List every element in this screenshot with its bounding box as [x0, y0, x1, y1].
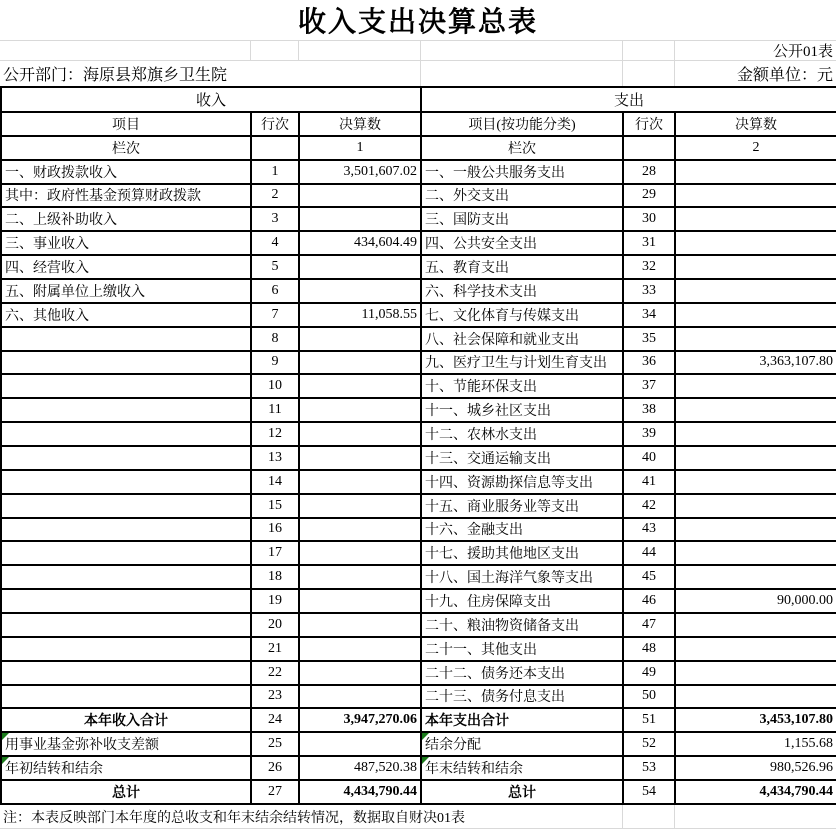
- cell-income-line-number[interactable]: 17: [251, 541, 299, 565]
- footer-note-text: 注：本表反映部门本年度的总收支和年末结余结转情况，数据取自财决01表: [3, 810, 465, 826]
- cell-expense-amount[interactable]: [675, 565, 836, 589]
- table-row: [1, 255, 836, 279]
- cell-income-amount[interactable]: [299, 541, 421, 565]
- cell-expense-line-number[interactable]: 50: [623, 685, 675, 709]
- cell-expense-amount[interactable]: [675, 685, 836, 709]
- cell-income-amount[interactable]: [299, 351, 421, 375]
- cell-expense-amount[interactable]: [675, 374, 836, 398]
- cell-expense-line-number[interactable]: 42: [623, 494, 675, 518]
- cell-expense-item[interactable]: 十九、住房保障支出: [421, 589, 623, 613]
- cell-expense-item[interactable]: 二十一、其他支出: [421, 637, 623, 661]
- cell-income-line-number[interactable]: 22: [251, 661, 299, 685]
- cell-income-amount[interactable]: [299, 422, 421, 446]
- cell-income-amount[interactable]: 3,501,607.02: [299, 160, 421, 184]
- table-row: [1, 374, 836, 398]
- cell-expense-item[interactable]: 十五、商业服务业等支出: [421, 494, 623, 518]
- index-expense-value[interactable]: 2: [675, 136, 836, 160]
- cell-expense-amount[interactable]: [675, 184, 836, 208]
- cell-expense-amount[interactable]: [675, 303, 836, 327]
- cell-expense-line-number[interactable]: 41: [623, 470, 675, 494]
- table-row: [1, 398, 836, 422]
- cell-expense-amount[interactable]: [675, 207, 836, 231]
- cell-income-item[interactable]: [1, 470, 251, 494]
- form-code-label: 公开01表: [772, 43, 833, 60]
- cell-expense-item[interactable]: 十八、国土海洋气象等支出: [421, 565, 623, 589]
- section-header-expense[interactable]: 支出: [421, 87, 836, 112]
- meta-row-department: [0, 60, 836, 86]
- cell-income-amount[interactable]: [299, 732, 421, 756]
- header-income-amount[interactable]: 决算数: [299, 112, 421, 136]
- cell-income-item[interactable]: 总计: [1, 780, 251, 804]
- table-row: [1, 541, 836, 565]
- report-title: 收入支出决算总表: [297, 7, 538, 38]
- cell-income-item[interactable]: [1, 327, 251, 351]
- table-row: [1, 327, 836, 351]
- cell-expense-line-number[interactable]: 54: [623, 780, 675, 804]
- cell-income-line-number[interactable]: 6: [251, 279, 299, 303]
- budget-table: [0, 86, 836, 805]
- section-header-row: [1, 87, 836, 112]
- header-income-item[interactable]: 项目: [1, 112, 251, 136]
- table-row: [1, 637, 836, 661]
- cell-expense-amount[interactable]: [675, 494, 836, 518]
- table-row: [1, 661, 836, 685]
- cell-expense-line-number[interactable]: 37: [623, 374, 675, 398]
- cell-expense-item[interactable]: 五、教育支出: [421, 255, 623, 279]
- cell-income-line-number[interactable]: 1: [251, 160, 299, 184]
- gridline: [0, 40, 836, 41]
- cell-expense-line-number[interactable]: 47: [623, 613, 675, 637]
- table-row: [1, 446, 836, 470]
- cell-income-line-number[interactable]: 19: [251, 589, 299, 613]
- cell-expense-amount[interactable]: [675, 231, 836, 255]
- cell-expense-line-number[interactable]: 35: [623, 327, 675, 351]
- cell-expense-line-number[interactable]: 28: [623, 160, 675, 184]
- cell-income-line-number[interactable]: 9: [251, 351, 299, 375]
- cell-expense-line-number[interactable]: 49: [623, 661, 675, 685]
- cell-income-amount[interactable]: 4,434,790.44: [299, 780, 421, 804]
- cell-expense-amount[interactable]: 3,363,107.80: [675, 351, 836, 375]
- cell-income-line-number[interactable]: 18: [251, 565, 299, 589]
- cell-income-item[interactable]: 年初结转和结余: [1, 756, 251, 780]
- column-header-row: [1, 112, 836, 136]
- index-income-label[interactable]: 栏次: [1, 136, 251, 160]
- cell-income-line-number[interactable]: 7: [251, 303, 299, 327]
- cell-expense-item[interactable]: 七、文化体育与传媒支出: [421, 303, 623, 327]
- index-income-value[interactable]: 1: [299, 136, 421, 160]
- cell-income-line-number[interactable]: 21: [251, 637, 299, 661]
- cell-expense-line-number[interactable]: 52: [623, 732, 675, 756]
- cell-expense-item[interactable]: 二十三、债务付息支出: [421, 685, 623, 709]
- cell-income-item[interactable]: 用事业基金弥补收支差额: [1, 732, 251, 756]
- section-header-income[interactable]: 收入: [1, 87, 421, 112]
- cell-income-line-number[interactable]: 12: [251, 422, 299, 446]
- cell-expense-line-number[interactable]: 32: [623, 255, 675, 279]
- cell-income-item[interactable]: 二、上级补助收入: [1, 207, 251, 231]
- cell-expense-line-number[interactable]: 53: [623, 756, 675, 780]
- cell-expense-item[interactable]: 十二、农林水支出: [421, 422, 623, 446]
- table-row: [1, 207, 836, 231]
- cell-expense-line-number[interactable]: 36: [623, 351, 675, 375]
- cell-income-item[interactable]: 其中：政府性基金预算财政拨款: [1, 184, 251, 208]
- cell-income-amount[interactable]: [299, 685, 421, 709]
- table-row: [1, 231, 836, 255]
- cell-expense-item[interactable]: 年末结转和结余: [421, 756, 623, 780]
- cell-income-item[interactable]: [1, 351, 251, 375]
- cell-income-amount[interactable]: [299, 613, 421, 637]
- cell-expense-amount[interactable]: [675, 541, 836, 565]
- cell-expense-item[interactable]: 十一、城乡社区支出: [421, 398, 623, 422]
- table-row: [1, 613, 836, 637]
- cell-income-amount[interactable]: [299, 589, 421, 613]
- cell-expense-item[interactable]: 十、节能环保支出: [421, 374, 623, 398]
- cell-income-line-number[interactable]: 5: [251, 255, 299, 279]
- cell-expense-item[interactable]: 四、公共安全支出: [421, 231, 623, 255]
- unit-label: 金额单位：元: [736, 66, 833, 84]
- table-row: [1, 494, 836, 518]
- cell-expense-line-number[interactable]: 40: [623, 446, 675, 470]
- cell-expense-item[interactable]: 二十、粮油物资储备支出: [421, 613, 623, 637]
- cell-expense-line-number[interactable]: 46: [623, 589, 675, 613]
- cell-expense-line-number[interactable]: 30: [623, 207, 675, 231]
- cell-income-item[interactable]: [1, 565, 251, 589]
- cell-income-amount[interactable]: [299, 398, 421, 422]
- index-expense-label[interactable]: 栏次: [421, 136, 623, 160]
- header-income-line[interactable]: 行次: [251, 112, 299, 136]
- cell-income-amount[interactable]: [299, 661, 421, 685]
- cell-expense-amount[interactable]: [675, 398, 836, 422]
- index-income-line[interactable]: [251, 136, 299, 160]
- cell-income-line-number[interactable]: 10: [251, 374, 299, 398]
- column-index-row: [1, 136, 836, 160]
- cell-expense-amount[interactable]: [675, 446, 836, 470]
- table-row: [1, 470, 836, 494]
- cell-income-line-number[interactable]: 25: [251, 732, 299, 756]
- cell-expense-amount[interactable]: 90,000.00: [675, 589, 836, 613]
- cell-expense-item[interactable]: 十七、援助其他地区支出: [421, 541, 623, 565]
- cell-expense-amount[interactable]: 4,434,790.44: [675, 780, 836, 804]
- cell-income-item[interactable]: 四、经营收入: [1, 255, 251, 279]
- cell-expense-amount[interactable]: 980,526.96: [675, 756, 836, 780]
- cell-income-line-number[interactable]: 2: [251, 184, 299, 208]
- table-row: [1, 780, 836, 804]
- cell-expense-amount[interactable]: [675, 661, 836, 685]
- table-row: [1, 685, 836, 709]
- cell-income-item[interactable]: 一、财政拨款收入: [1, 160, 251, 184]
- cell-expense-amount[interactable]: [675, 518, 836, 542]
- cell-income-line-number[interactable]: 20: [251, 613, 299, 637]
- cell-income-amount[interactable]: [299, 637, 421, 661]
- cell-income-item[interactable]: [1, 661, 251, 685]
- cell-expense-line-number[interactable]: 34: [623, 303, 675, 327]
- cell-expense-line-number[interactable]: 39: [623, 422, 675, 446]
- cell-income-line-number[interactable]: 14: [251, 470, 299, 494]
- cell-income-line-number[interactable]: 23: [251, 685, 299, 709]
- cell-income-amount[interactable]: [299, 446, 421, 470]
- index-expense-line[interactable]: [623, 136, 675, 160]
- cell-expense-line-number[interactable]: 31: [623, 231, 675, 255]
- cell-income-line-number[interactable]: 27: [251, 780, 299, 804]
- cell-expense-item[interactable]: 结余分配: [421, 732, 623, 756]
- header-expense-item[interactable]: 项目(按功能分类): [421, 112, 623, 136]
- cell-expense-item[interactable]: 十六、金融支出: [421, 518, 623, 542]
- table-row: [1, 160, 836, 184]
- gridline: [674, 40, 675, 86]
- cell-expense-line-number[interactable]: 45: [623, 565, 675, 589]
- cell-income-amount[interactable]: [299, 374, 421, 398]
- cell-income-item[interactable]: [1, 446, 251, 470]
- cell-income-line-number[interactable]: 13: [251, 446, 299, 470]
- cell-income-amount[interactable]: 487,520.38: [299, 756, 421, 780]
- cell-expense-item[interactable]: 本年支出合计: [421, 708, 623, 732]
- cell-expense-amount[interactable]: [675, 470, 836, 494]
- cell-income-amount[interactable]: [299, 518, 421, 542]
- cell-income-line-number[interactable]: 11: [251, 398, 299, 422]
- cell-income-amount[interactable]: [299, 184, 421, 208]
- cell-expense-item[interactable]: 六、科学技术支出: [421, 279, 623, 303]
- cell-expense-line-number[interactable]: 38: [623, 398, 675, 422]
- cell-income-line-number[interactable]: 16: [251, 518, 299, 542]
- cell-income-item[interactable]: [1, 422, 251, 446]
- department-label: 公开部门：海原县郑旗乡卫生院: [3, 66, 228, 84]
- cell-expense-amount[interactable]: [675, 422, 836, 446]
- cell-expense-amount[interactable]: 3,453,107.80: [675, 708, 836, 732]
- cell-expense-amount[interactable]: [675, 637, 836, 661]
- cell-expense-line-number[interactable]: 33: [623, 279, 675, 303]
- cell-income-item[interactable]: [1, 494, 251, 518]
- cell-income-amount[interactable]: [299, 279, 421, 303]
- cell-expense-amount[interactable]: [675, 327, 836, 351]
- table-row: [1, 732, 836, 756]
- cell-expense-amount[interactable]: [675, 613, 836, 637]
- table-row: [1, 184, 836, 208]
- table-row: [1, 589, 836, 613]
- cell-income-amount[interactable]: [299, 470, 421, 494]
- table-row: [1, 518, 836, 542]
- cell-expense-amount[interactable]: [675, 279, 836, 303]
- cell-income-amount[interactable]: 11,058.55: [299, 303, 421, 327]
- cell-income-item[interactable]: [1, 589, 251, 613]
- gridline: [298, 40, 299, 60]
- cell-income-item[interactable]: [1, 613, 251, 637]
- cell-expense-amount[interactable]: [675, 255, 836, 279]
- cell-income-item[interactable]: [1, 541, 251, 565]
- gridline: [0, 60, 836, 61]
- cell-income-item[interactable]: [1, 685, 251, 709]
- table-row: [1, 708, 836, 732]
- cell-income-amount[interactable]: 434,604.49: [299, 231, 421, 255]
- cell-income-item[interactable]: [1, 398, 251, 422]
- green-triangle-icon: [2, 733, 9, 740]
- cell-expense-line-number[interactable]: 44: [623, 541, 675, 565]
- cell-expense-line-number[interactable]: 29: [623, 184, 675, 208]
- table-row: [1, 756, 836, 780]
- cell-income-line-number[interactable]: 24: [251, 708, 299, 732]
- green-triangle-icon: [422, 733, 429, 740]
- cell-expense-item[interactable]: 三、国防支出: [421, 207, 623, 231]
- gridline: [420, 40, 421, 86]
- green-triangle-icon: [2, 757, 9, 764]
- cell-expense-item[interactable]: 九、医疗卫生与计划生育支出: [421, 351, 623, 375]
- table-row: [1, 422, 836, 446]
- cell-income-amount[interactable]: 3,947,270.06: [299, 708, 421, 732]
- cell-income-item[interactable]: [1, 637, 251, 661]
- cell-income-item[interactable]: 五、附属单位上缴收入: [1, 279, 251, 303]
- cell-expense-line-number[interactable]: 43: [623, 518, 675, 542]
- table-row: [1, 565, 836, 589]
- cell-income-item[interactable]: 六、其他收入: [1, 303, 251, 327]
- cell-income-item[interactable]: [1, 374, 251, 398]
- header-expense-amount[interactable]: 决算数: [675, 112, 836, 136]
- cell-income-amount[interactable]: [299, 565, 421, 589]
- cell-income-line-number[interactable]: 26: [251, 756, 299, 780]
- cell-income-amount[interactable]: [299, 255, 421, 279]
- cell-expense-item[interactable]: 总计: [421, 780, 623, 804]
- cell-income-amount[interactable]: [299, 327, 421, 351]
- cell-expense-item[interactable]: 十三、交通运输支出: [421, 446, 623, 470]
- cell-expense-item[interactable]: 二十二、债务还本支出: [421, 661, 623, 685]
- cell-expense-amount[interactable]: [675, 160, 836, 184]
- cell-income-line-number[interactable]: 8: [251, 327, 299, 351]
- cell-income-item[interactable]: 本年收入合计: [1, 708, 251, 732]
- cell-expense-line-number[interactable]: 51: [623, 708, 675, 732]
- footer-note[interactable]: [0, 805, 836, 829]
- gridline: [622, 40, 623, 86]
- green-triangle-icon: [422, 757, 429, 764]
- cell-income-line-number[interactable]: 3: [251, 207, 299, 231]
- header-expense-line[interactable]: 行次: [623, 112, 675, 136]
- cell-expense-item[interactable]: 二、外交支出: [421, 184, 623, 208]
- table-row: [1, 351, 836, 375]
- cell-income-line-number[interactable]: 4: [251, 231, 299, 255]
- cell-expense-item[interactable]: 一、一般公共服务支出: [421, 160, 623, 184]
- cell-income-amount[interactable]: [299, 494, 421, 518]
- cell-expense-item[interactable]: 十四、资源勘探信息等支出: [421, 470, 623, 494]
- cell-expense-amount[interactable]: 1,155.68: [675, 732, 836, 756]
- cell-expense-item[interactable]: 八、社会保障和就业支出: [421, 327, 623, 351]
- gridline: [250, 40, 251, 60]
- cell-income-item[interactable]: 三、事业收入: [1, 231, 251, 255]
- cell-expense-line-number[interactable]: 48: [623, 637, 675, 661]
- table-row: [1, 303, 836, 327]
- meta-row-form-code: [0, 40, 836, 60]
- cell-income-item[interactable]: [1, 518, 251, 542]
- cell-income-line-number[interactable]: 15: [251, 494, 299, 518]
- cell-income-amount[interactable]: [299, 207, 421, 231]
- table-row: [1, 279, 836, 303]
